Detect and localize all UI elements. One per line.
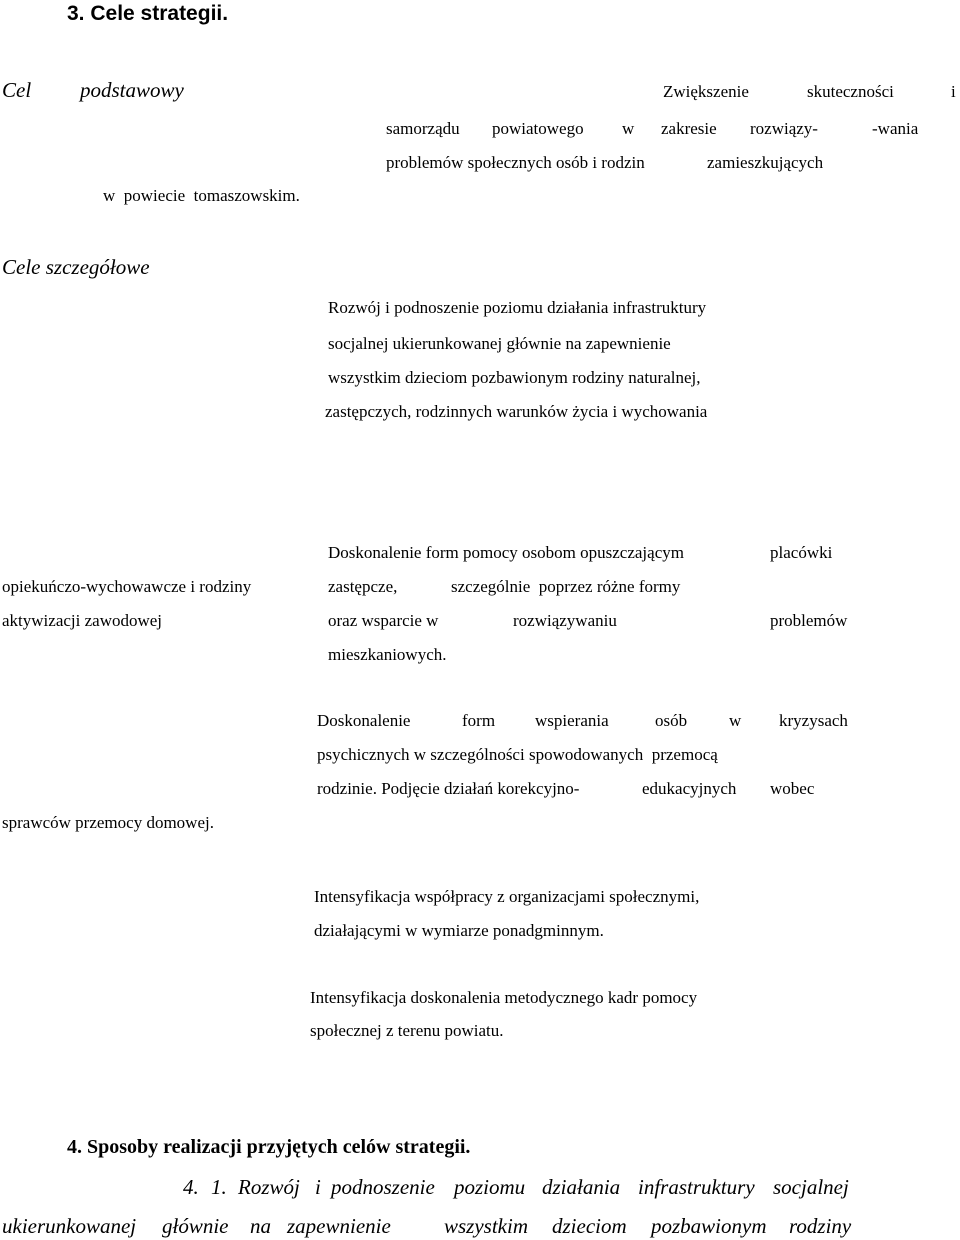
subsection-word: poziomu [454,1175,526,1199]
goal2-text: zastępcze, [328,577,398,596]
subsection-word: rodziny [789,1214,852,1238]
subsection-word: ukierunkowanej [2,1214,137,1238]
cel-label-word: Cel [2,78,32,102]
goal2-text: Doskonalenie form pomocy osobom opuszczającym [328,543,684,562]
goal3-word: osób [655,711,688,730]
subsection-word: głównie [162,1214,229,1238]
goal4-line: działającymi w wymiarze ponadgminnym. [314,921,604,940]
main-goal-word: rozwiązy- [750,119,818,138]
subsection-word: pozbawionym [651,1214,767,1238]
subsection-word: socjalnej [773,1175,849,1199]
main-goal-word: samorządu [386,119,460,138]
main-goal-word: skuteczności [807,82,894,101]
goal5-line: społecznej z terenu powiatu. [310,1021,504,1040]
goal1-line: wszystkim dzieciom pozbawionym rodziny naturalnej, [328,368,701,387]
subsection-word: na [250,1214,271,1238]
specific-goals-label: Cele szczegółowe [2,255,150,279]
goal2-text: opiekuńczo-wychowawcze i rodziny [2,577,252,596]
main-goal-word: Zwiększenie [663,82,749,101]
subsection-word: i [315,1175,321,1199]
main-goal-word: w [622,119,635,138]
goal3-text: psychicznych w szczególności spowodowanych przemocą [317,745,718,764]
subsection-word: 4. [183,1175,199,1199]
goal3-text: rodzinie. Podjęcie działań korekcyjno- [317,779,580,798]
goal1-line: zastępczych, rodzinnych warunków życia i wychowania [325,402,708,421]
main-goal-word: -wania [872,119,919,138]
main-goal-word: zakresie [661,119,717,138]
subsection-word: podnoszenie [331,1175,435,1199]
goal2-text: placówki [770,543,833,562]
subsection-word: dzieciom [552,1214,627,1238]
subsection-word: działania [542,1175,621,1199]
goal3-word: wspierania [535,711,609,730]
goal5-line: Intensyfikacja doskonalenia metodycznego kadr pomocy [310,988,698,1007]
goal3-text: edukacyjnych [642,779,737,798]
main-goal-line: zamieszkujących [707,153,824,172]
subsection-word: infrastruktury [638,1175,755,1199]
podstawowy-label-word: podstawowy [80,78,184,102]
goal3-text: sprawców przemocy domowej. [2,813,214,832]
subsection-word: 1. [211,1175,227,1199]
main-goal-word: powiatowego [492,119,584,138]
goal2-text: problemów [770,611,848,630]
goal3-text: wobec [770,779,815,798]
goal2-text: aktywizacji zawodowej [2,611,163,630]
goal3-word: w [729,711,742,730]
goal1-line: socjalnej ukierunkowanej głównie na zapewnienie [328,334,671,353]
goal2-text: oraz wsparcie w [328,611,439,630]
goal2-text: mieszkaniowych. [328,645,447,664]
main-goal-line: w powiecie tomaszowskim. [103,186,300,205]
main-goal-word: i [951,82,956,101]
section-4-heading: 4. Sposoby realizacji przyjętych celów strategii. [67,1136,471,1158]
goal3-word: Doskonalenie [317,711,411,730]
goal3-word: form [462,711,496,730]
goal4-line: Intensyfikacja współpracy z organizacjami społecznymi, [314,887,700,906]
subsection-word: wszystkim [444,1214,528,1238]
section-3-heading: 3. Cele strategii. [67,2,229,25]
subsection-word: zapewnienie [287,1214,391,1238]
goal2-text: szczególnie poprzez różne formy [451,577,681,596]
subsection-word: Rozwój [238,1175,300,1199]
goal3-word: kryzysach [779,711,848,730]
goal1-line: Rozwój i podnoszenie poziomu działania infrastruktury [328,298,707,317]
main-goal-line: problemów społecznych osób i rodzin [386,153,645,172]
goal2-text: rozwiązywaniu [513,611,617,630]
